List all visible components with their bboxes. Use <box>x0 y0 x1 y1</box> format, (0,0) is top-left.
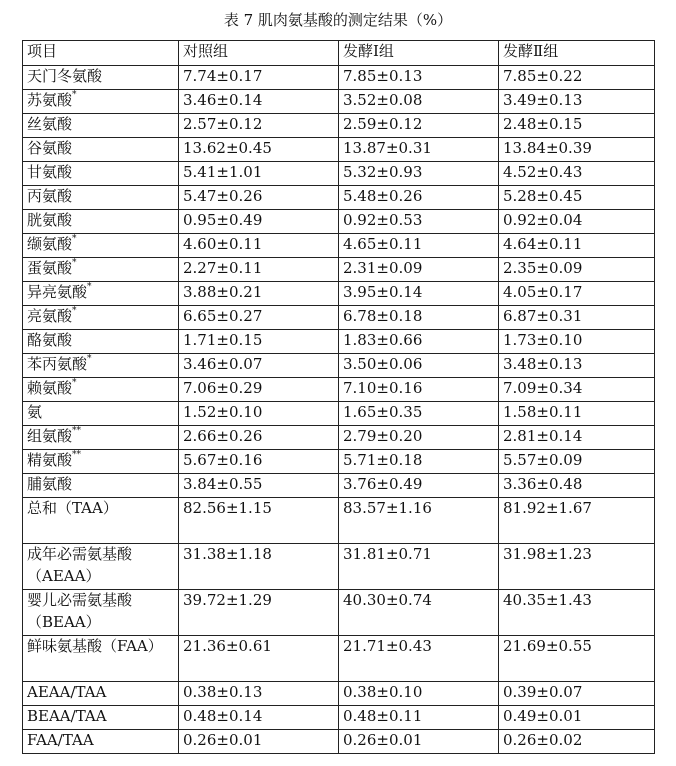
amino-acid-name: 缬氨酸 <box>27 235 73 253</box>
essential-mark: ** <box>72 426 82 436</box>
amino-acid-name: 精氨酸 <box>27 451 73 469</box>
value-control: 6.65±0.27 <box>179 306 339 330</box>
row-label <box>23 306 179 330</box>
table-row <box>23 114 655 138</box>
value-fermented-2: 5.28±0.45 <box>499 186 655 210</box>
row-label <box>23 354 179 378</box>
amino-acid-name: 丙氨酸 <box>27 187 73 205</box>
table-row <box>23 426 655 450</box>
essential-mark: * <box>72 306 77 316</box>
amino-acid-name: 总和（TAA） <box>27 499 118 517</box>
amino-acid-name: 成年必需氨基酸（AEAA） <box>27 545 133 585</box>
value-control: 31.38±1.18 <box>179 544 339 590</box>
amino-acid-name: 胱氨酸 <box>27 211 73 229</box>
table-row <box>23 450 655 474</box>
table-row <box>23 258 655 282</box>
row-label <box>23 66 179 90</box>
table-row <box>23 306 655 330</box>
table-row <box>23 210 655 234</box>
row-label <box>23 234 179 258</box>
value-fermented-2: 0.39±0.07 <box>499 682 655 706</box>
row-label <box>23 378 179 402</box>
value-fermented-2: 6.87±0.31 <box>499 306 655 330</box>
value-control: 39.72±1.29 <box>179 590 339 636</box>
amino-acid-name: 组氨酸 <box>27 427 73 445</box>
value-control: 0.38±0.13 <box>179 682 339 706</box>
amino-acid-name: 酪氨酸 <box>27 331 73 349</box>
table-row <box>23 682 655 706</box>
table-row <box>23 636 655 682</box>
value-fermented-1: 3.76±0.49 <box>339 474 499 498</box>
value-fermented-2: 4.52±0.43 <box>499 162 655 186</box>
row-label <box>23 138 179 162</box>
value-control: 4.60±0.11 <box>179 234 339 258</box>
amino-acid-name: FAA/TAA <box>27 731 94 749</box>
value-fermented-2: 3.48±0.13 <box>499 354 655 378</box>
value-fermented-2: 7.85±0.22 <box>499 66 655 90</box>
essential-mark: * <box>72 234 77 244</box>
value-control: 2.27±0.11 <box>179 258 339 282</box>
value-fermented-1: 1.65±0.35 <box>339 402 499 426</box>
value-fermented-2: 21.69±0.55 <box>499 636 655 682</box>
value-control: 1.71±0.15 <box>179 330 339 354</box>
row-label <box>23 402 179 426</box>
row-label <box>23 162 179 186</box>
value-control: 1.52±0.10 <box>179 402 339 426</box>
table-row <box>23 234 655 258</box>
value-control: 5.41±1.01 <box>179 162 339 186</box>
row-label <box>23 450 179 474</box>
row-label <box>23 706 179 730</box>
value-fermented-1: 2.31±0.09 <box>339 258 499 282</box>
table-body <box>23 66 655 754</box>
value-control: 3.88±0.21 <box>179 282 339 306</box>
value-control: 0.26±0.01 <box>179 730 339 754</box>
table-row <box>23 186 655 210</box>
value-fermented-2: 13.84±0.39 <box>499 138 655 162</box>
value-fermented-1: 5.48±0.26 <box>339 186 499 210</box>
value-fermented-1: 0.38±0.10 <box>339 682 499 706</box>
amino-acid-name: 鲜味氨基酸（FAA） <box>27 637 163 655</box>
amino-acid-name: 天门冬氨酸 <box>27 67 103 85</box>
value-control: 3.46±0.07 <box>179 354 339 378</box>
value-fermented-1: 3.50±0.06 <box>339 354 499 378</box>
value-control: 2.66±0.26 <box>179 426 339 450</box>
value-fermented-1: 0.26±0.01 <box>339 730 499 754</box>
value-fermented-2: 0.49±0.01 <box>499 706 655 730</box>
row-label <box>23 590 179 636</box>
table-row <box>23 544 655 590</box>
table-row <box>23 402 655 426</box>
value-fermented-2: 3.36±0.48 <box>499 474 655 498</box>
table-caption: 表 7 肌肉氨基酸的测定结果（%） <box>223 11 453 29</box>
table-row <box>23 474 655 498</box>
value-fermented-1: 3.95±0.14 <box>339 282 499 306</box>
table-row <box>23 66 655 90</box>
value-fermented-2: 4.05±0.17 <box>499 282 655 306</box>
value-control: 3.84±0.55 <box>179 474 339 498</box>
value-fermented-1: 2.59±0.12 <box>339 114 499 138</box>
value-fermented-2: 81.92±1.67 <box>499 498 655 544</box>
value-fermented-1: 4.65±0.11 <box>339 234 499 258</box>
row-label <box>23 210 179 234</box>
row-label <box>23 186 179 210</box>
essential-mark: * <box>72 378 77 388</box>
value-control: 7.06±0.29 <box>179 378 339 402</box>
amino-acid-name: 婴儿必需氨基酸（BEAA） <box>27 591 133 631</box>
row-label <box>23 114 179 138</box>
value-control: 5.47±0.26 <box>179 186 339 210</box>
table-row <box>23 162 655 186</box>
value-fermented-2: 0.26±0.02 <box>499 730 655 754</box>
row-label <box>23 730 179 754</box>
value-control: 21.36±0.61 <box>179 636 339 682</box>
essential-mark: * <box>72 258 77 268</box>
table-row <box>23 354 655 378</box>
table-row <box>23 282 655 306</box>
value-control: 13.62±0.45 <box>179 138 339 162</box>
value-fermented-2: 40.35±1.43 <box>499 590 655 636</box>
value-fermented-1: 6.78±0.18 <box>339 306 499 330</box>
value-fermented-2: 31.98±1.23 <box>499 544 655 590</box>
table-row <box>23 590 655 636</box>
row-label <box>23 330 179 354</box>
value-control: 0.48±0.14 <box>179 706 339 730</box>
row-label <box>23 544 179 590</box>
value-control: 82.56±1.15 <box>179 498 339 544</box>
value-fermented-2: 2.35±0.09 <box>499 258 655 282</box>
row-label <box>23 682 179 706</box>
header-fermented-1: 发酵Ⅰ组 <box>339 41 499 66</box>
amino-acid-name: 异亮氨酸 <box>27 283 88 301</box>
row-label <box>23 474 179 498</box>
amino-acid-name: 甘氨酸 <box>27 163 73 181</box>
header-control: 对照组 <box>179 41 339 66</box>
value-fermented-1: 31.81±0.71 <box>339 544 499 590</box>
table-row <box>23 706 655 730</box>
value-fermented-1: 83.57±1.16 <box>339 498 499 544</box>
header-item: 项目 <box>23 41 179 66</box>
table-row <box>23 378 655 402</box>
value-control: 0.95±0.49 <box>179 210 339 234</box>
value-fermented-2: 2.48±0.15 <box>499 114 655 138</box>
table-row <box>23 730 655 754</box>
value-fermented-1: 0.48±0.11 <box>339 706 499 730</box>
value-fermented-2: 4.64±0.11 <box>499 234 655 258</box>
value-fermented-2: 1.73±0.10 <box>499 330 655 354</box>
amino-acid-name: 丝氨酸 <box>27 115 73 133</box>
table-row <box>23 498 655 544</box>
essential-mark: * <box>87 282 92 292</box>
amino-acid-table <box>22 40 655 754</box>
value-fermented-1: 21.71±0.43 <box>339 636 499 682</box>
value-control: 3.46±0.14 <box>179 90 339 114</box>
amino-acid-name: 亮氨酸 <box>27 307 73 325</box>
row-label <box>23 426 179 450</box>
row-label <box>23 258 179 282</box>
essential-mark: ** <box>72 450 82 460</box>
amino-acid-name: BEAA/TAA <box>27 707 107 725</box>
amino-acid-name: 谷氨酸 <box>27 139 73 157</box>
value-fermented-2: 0.92±0.04 <box>499 210 655 234</box>
value-fermented-2: 5.57±0.09 <box>499 450 655 474</box>
header-row <box>23 41 655 66</box>
value-fermented-1: 13.87±0.31 <box>339 138 499 162</box>
value-fermented-1: 2.79±0.20 <box>339 426 499 450</box>
value-fermented-1: 7.85±0.13 <box>339 66 499 90</box>
value-fermented-1: 5.71±0.18 <box>339 450 499 474</box>
amino-acid-name: AEAA/TAA <box>27 683 107 701</box>
amino-acid-name: 赖氨酸 <box>27 379 73 397</box>
value-fermented-1: 5.32±0.93 <box>339 162 499 186</box>
value-fermented-1: 1.83±0.66 <box>339 330 499 354</box>
essential-mark: * <box>87 354 92 364</box>
value-fermented-2: 7.09±0.34 <box>499 378 655 402</box>
value-fermented-1: 3.52±0.08 <box>339 90 499 114</box>
table-row <box>23 90 655 114</box>
value-control: 2.57±0.12 <box>179 114 339 138</box>
value-fermented-2: 1.58±0.11 <box>499 402 655 426</box>
amino-acid-name: 苏氨酸 <box>27 91 73 109</box>
value-fermented-1: 0.92±0.53 <box>339 210 499 234</box>
value-fermented-1: 7.10±0.16 <box>339 378 499 402</box>
value-fermented-2: 3.49±0.13 <box>499 90 655 114</box>
row-label <box>23 636 179 682</box>
value-control: 7.74±0.17 <box>179 66 339 90</box>
amino-acid-name: 氨 <box>27 403 43 421</box>
header-fermented-2: 发酵Ⅱ组 <box>499 41 655 66</box>
table-row <box>23 330 655 354</box>
value-fermented-1: 40.30±0.74 <box>339 590 499 636</box>
amino-acid-name: 脯氨酸 <box>27 475 73 493</box>
value-fermented-2: 2.81±0.14 <box>499 426 655 450</box>
amino-acid-name: 蛋氨酸 <box>27 259 73 277</box>
table-row <box>23 138 655 162</box>
row-label <box>23 282 179 306</box>
row-label <box>23 90 179 114</box>
amino-acid-name: 苯丙氨酸 <box>27 355 88 373</box>
essential-mark: * <box>72 90 77 100</box>
value-control: 5.67±0.16 <box>179 450 339 474</box>
row-label <box>23 498 179 544</box>
